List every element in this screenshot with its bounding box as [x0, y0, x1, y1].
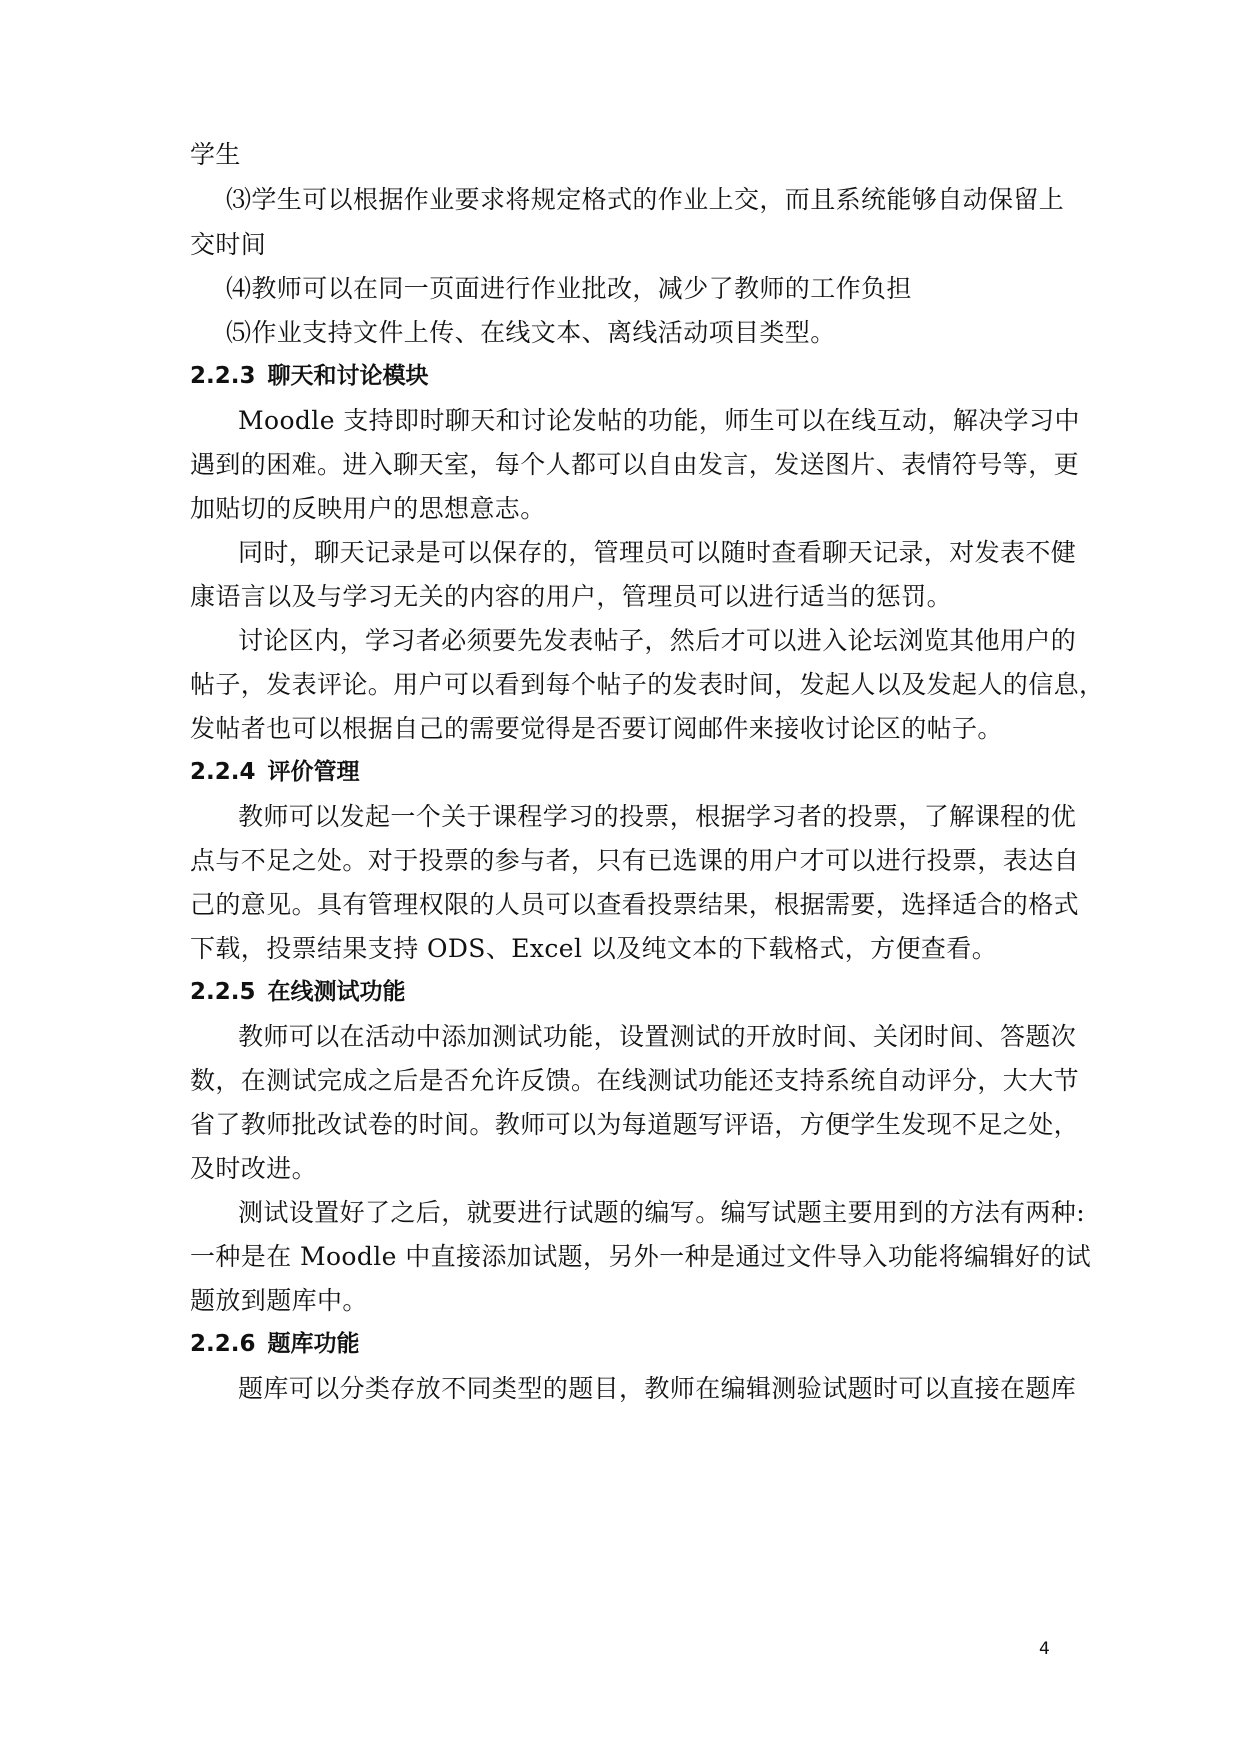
paragraph-line: 康语言以及与学习无关的内容的用户，管理员可以进行适当的惩罚。 — [190, 582, 953, 611]
page-number: 4 — [1039, 1639, 1050, 1659]
paragraph-line: 一种是在 Moodle 中直接添加试题，另外一种是通过文件导入功能将编辑好的试 — [190, 1242, 1091, 1271]
paragraph-line: 题放到题库中。 — [190, 1286, 368, 1315]
continuation-line: 学生 — [190, 140, 241, 169]
section-heading-2-2-3 — [190, 360, 429, 392]
list-item-4: ⑷教师可以在同一页面进行作业批改，减少了教师的工作负担 — [226, 274, 912, 303]
paragraph-line: 题库可以分类存放不同类型的题目，教师在编辑测验试题时可以直接在题库 — [238, 1374, 1077, 1403]
section-title: 聊天和讨论模块 — [267, 363, 429, 389]
section-heading-2-2-4 — [190, 756, 360, 788]
paragraph-line: 测试设置好了之后，就要进行试题的编写。编写试题主要用到的方法有两种: — [238, 1198, 1086, 1227]
paragraph-line: 发帖者也可以根据自己的需要觉得是否要订阅邮件来接收讨论区的帖子。 — [190, 714, 1003, 743]
paragraph-line: 讨论区内，学习者必须要先发表帖子，然后才可以进入论坛浏览其他用户的 — [238, 626, 1077, 655]
paragraph-line: 点与不足之处。对于投票的参与者，只有已选课的用户才可以进行投票，表达自 — [190, 846, 1080, 875]
section-number: 2.2.4 — [190, 759, 256, 785]
list-item-3-line-2: 交时间 — [190, 230, 267, 259]
list-item-5: ⑸作业支持文件上传、在线文本、离线活动项目类型。 — [226, 318, 836, 347]
paragraph-line: 下载，投票结果支持 ODS、Excel 以及纯文本的下载格式，方便查看。 — [190, 934, 998, 963]
paragraph-line: 帖子，发表评论。用户可以看到每个帖子的发表时间，发起人以及发起人的信息， — [190, 670, 1105, 699]
paragraph-line: 遇到的困难。进入聊天室，每个人都可以自由发言，发送图片、表情符号等，更 — [190, 450, 1080, 479]
paragraph-line: 省了教师批改试卷的时间。教师可以为每道题写评语，方便学生发现不足之处， — [190, 1110, 1080, 1139]
paragraph-line: 数，在测试完成之后是否允许反馈。在线测试功能还支持系统自动评分，大大节 — [190, 1066, 1080, 1095]
paragraph-line: 教师可以在活动中添加测试功能，设置测试的开放时间、关闭时间、答题次 — [238, 1022, 1077, 1051]
section-title: 题库功能 — [267, 1331, 360, 1357]
paragraph-line: 己的意见。具有管理权限的人员可以查看投票结果，根据需要，选择适合的格式 — [190, 890, 1080, 919]
paragraph-line: Moodle 支持即时聊天和讨论发帖的功能，师生可以在线互动，解决学习中 — [238, 406, 1080, 435]
section-title: 在线测试功能 — [267, 979, 406, 1005]
section-title: 评价管理 — [267, 759, 360, 785]
paragraph-line: 及时改进。 — [190, 1154, 318, 1183]
list-item-3-line-1: ⑶学生可以根据作业要求将规定格式的作业上交，而且系统能够自动保留上 — [226, 185, 1065, 214]
section-number: 2.2.3 — [190, 363, 256, 389]
paragraph-line: 教师可以发起一个关于课程学习的投票，根据学习者的投票，了解课程的优 — [238, 802, 1077, 831]
paragraph-line: 加贴切的反映用户的思想意志。 — [190, 494, 546, 523]
section-heading-2-2-6 — [190, 1328, 360, 1360]
paragraph-line: 同时，聊天记录是可以保存的，管理员可以随时查看聊天记录，对发表不健 — [238, 538, 1077, 567]
section-number: 2.2.6 — [190, 1331, 256, 1357]
section-heading-2-2-5 — [190, 976, 406, 1008]
section-number: 2.2.5 — [190, 979, 256, 1005]
